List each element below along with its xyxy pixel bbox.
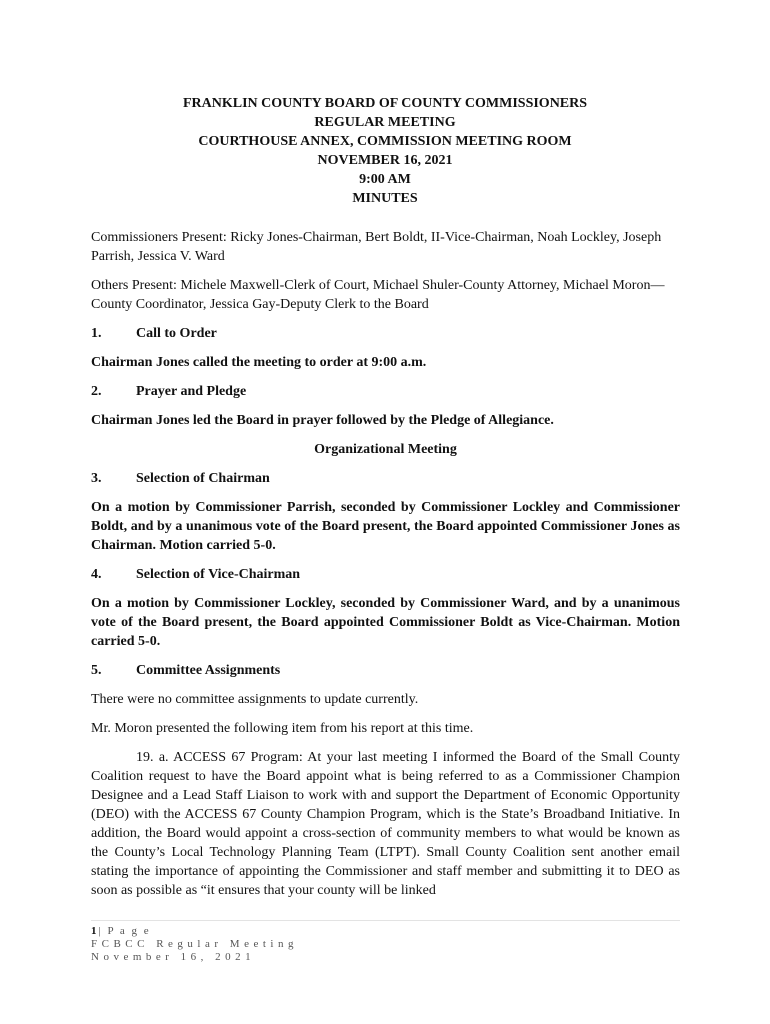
header-location: COURTHOUSE ANNEX, COMMISSION MEETING ROOM bbox=[198, 134, 572, 149]
item-number: 3. bbox=[91, 471, 102, 486]
header-board-name: FRANKLIN COUNTY BOARD OF COUNTY COMMISSIONERS bbox=[182, 96, 588, 111]
item-number: 4. bbox=[91, 567, 102, 582]
commissioners-present: Commissioners Present: Ricky Jones-Chairman, Bert Boldt, II-Vice-Chairman, Noah Lockley, Joseph Parrish, Jessica V. Ward bbox=[91, 230, 662, 264]
item-text: There were no committee assignments to update currently. bbox=[91, 692, 419, 707]
access-67-paragraph: 19. a. ACCESS 67 Program: At your last meeting I informed the Board of the Small County Coalition request to have the Board appoint what is being referred to as a Commissioner Champion Designee and a Lead Staff Liaison to work with and support the Department of Economic Opportunity (DEO) with the ACCESS 67 County Champion Program, which is the State’s Broadband Initiative. In addition, the Board would appoint a cross-section of community members to what would be known as the County’s Local Technology Planning Team (LTPT). Small County Coalition sent another email stating the importance of appointing the Commissioner and staff member and submitting it to DEO as soon as possible as “it ensures that your county will be linked bbox=[91, 750, 680, 898]
item-text: On a motion by Commissioner Lockley, seconded by Commissioner Ward, and by a unanimous vote of the Board present, the Board appointed Commissioner Boldt as Vice-Chairman. Motion carried 5-0. bbox=[91, 596, 680, 649]
header-date: NOVEMBER 16, 2021 bbox=[317, 153, 453, 168]
item-heading bbox=[91, 382, 680, 401]
others-present: Others Present: Michele Maxwell-Clerk of Court, Michael Shuler-County Attorney, Michael Moron—County Coordinator, Jessica Gay-Deputy Clerk to the Board bbox=[91, 278, 665, 312]
item-title: Prayer and Pledge bbox=[136, 384, 247, 399]
organizational-meeting-heading: Organizational Meeting bbox=[314, 442, 457, 457]
item-text: On a motion by Commissioner Parrish, seconded by Commissioner Lockley and Commissioner Boldt, and by a unanimous vote of the Board present, the Board appointed Commissioner Jones as Chairman. Motion carried 5-0. bbox=[91, 500, 680, 553]
item-heading bbox=[91, 469, 680, 488]
page-label: | P a g e bbox=[98, 925, 151, 937]
document-header bbox=[0, 94, 770, 208]
item-text: Chairman Jones called the meeting to order at 9:00 a.m. bbox=[91, 355, 427, 370]
moron-intro: Mr. Moron presented the following item from his report at this time. bbox=[91, 721, 474, 736]
footer-meeting-name: FCBCC Regular Meeting bbox=[91, 938, 298, 950]
item-number: 1. bbox=[91, 326, 102, 341]
item-heading bbox=[91, 661, 680, 680]
item-title: Selection of Vice-Chairman bbox=[136, 567, 301, 582]
item-title: Committee Assignments bbox=[136, 663, 281, 678]
item-title: Selection of Chairman bbox=[136, 471, 270, 486]
page-number: 1 bbox=[91, 925, 99, 937]
header-time: 9:00 AM bbox=[359, 172, 411, 187]
header-meeting-type: REGULAR MEETING bbox=[314, 115, 456, 130]
item-title: Call to Order bbox=[136, 326, 217, 341]
item-heading bbox=[91, 324, 680, 343]
item-heading bbox=[91, 565, 680, 584]
document-body bbox=[91, 228, 680, 910]
page-footer bbox=[91, 920, 680, 964]
item-number: 5. bbox=[91, 663, 102, 678]
item-number: 2. bbox=[91, 384, 102, 399]
header-minutes: MINUTES bbox=[352, 191, 418, 206]
item-text: Chairman Jones led the Board in prayer followed by the Pledge of Allegiance. bbox=[91, 413, 554, 428]
footer-page-number bbox=[91, 925, 680, 938]
footer-meeting-date: November 16, 2021 bbox=[91, 951, 256, 963]
